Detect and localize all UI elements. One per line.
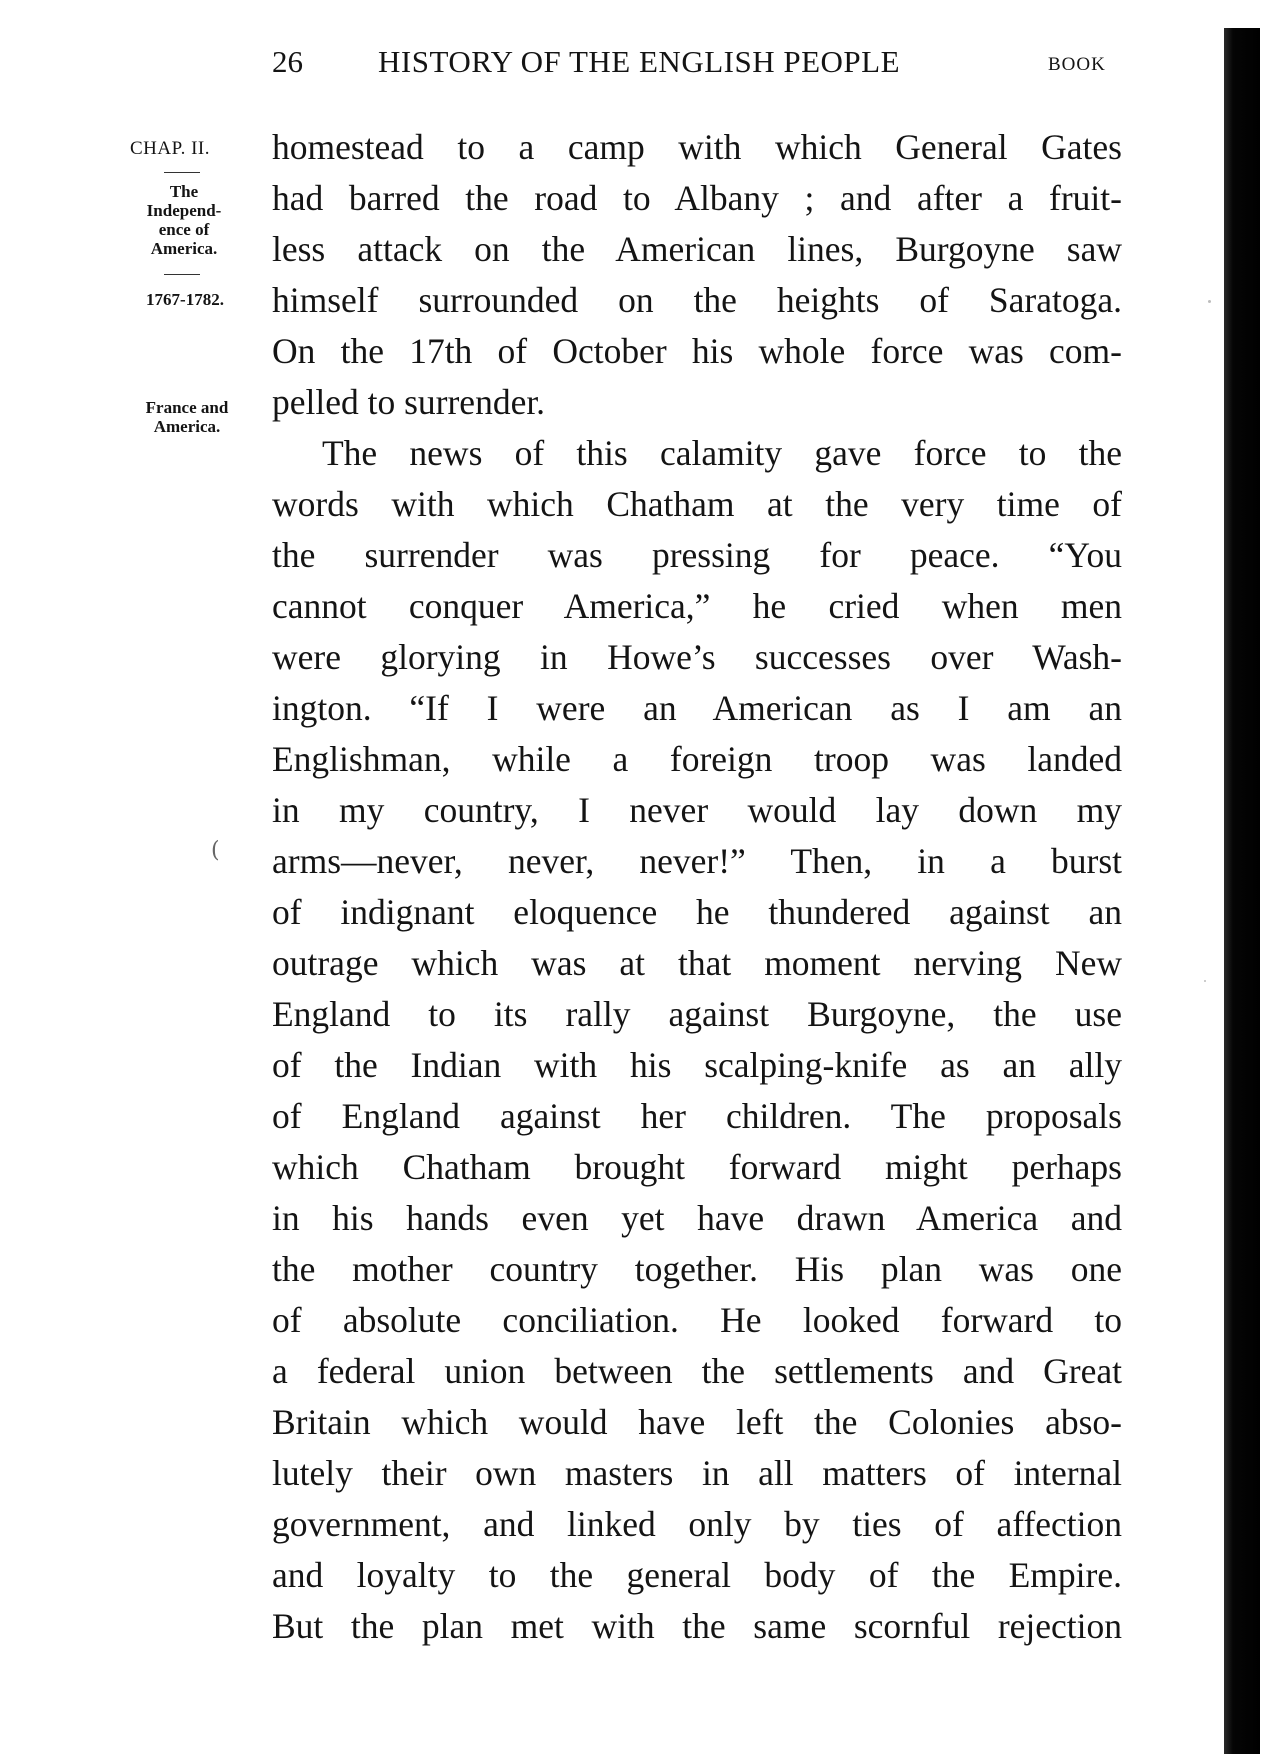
page-number: 26: [272, 44, 303, 79]
text-line: in his hands even yet have drawn America and: [272, 1198, 1122, 1238]
date-range: 1767-1782.: [146, 290, 224, 309]
text-line: and loyalty to the general body of the Empire.: [272, 1555, 1122, 1595]
body-text: [272, 122, 1122, 1652]
text-line: of absolute conciliation. He looked forward to: [272, 1300, 1122, 1340]
text-line: ington. “If I were an American as I am an: [272, 688, 1122, 728]
side-heading-line: America.: [153, 417, 221, 436]
text-line: the surrender was pressing for peace. “You: [272, 535, 1122, 575]
stray-print-mark: (: [211, 838, 220, 863]
text-line: were glorying in Howe’s successes over Wash-: [272, 637, 1122, 677]
text-line: outrage which was at that moment nerving New: [272, 943, 1122, 983]
text-line: of indignant eloquence he thundered against an: [272, 892, 1122, 932]
text-line: less attack on the American lines, Burgoyne saw: [272, 229, 1122, 269]
scan-speck: [1208, 300, 1211, 303]
scan-edge-shadow: [1224, 28, 1260, 1754]
section-title-line: America.: [150, 239, 218, 258]
running-title: HISTORY OF THE ENGLISH PEOPLE: [378, 44, 901, 79]
text-line: pelled to surrender.: [272, 382, 546, 422]
text-line: lutely their own masters in all matters of internal: [272, 1453, 1122, 1493]
text-line: England to its rally against Burgoyne, the use: [272, 994, 1122, 1034]
text-line: of the Indian with his scalping-knife as an ally: [272, 1045, 1122, 1085]
text-line: The news of this calamity gave force to the: [322, 433, 1122, 473]
text-line: of England against her children. The proposals: [272, 1096, 1122, 1136]
text-line: government, and linked only by ties of affection: [272, 1504, 1122, 1544]
text-line: which Chatham brought forward might perhaps: [272, 1147, 1122, 1187]
text-line: cannot conquer America,” he cried when men: [272, 586, 1122, 626]
text-line: Britain which would have left the Colonies abso-: [272, 1402, 1122, 1442]
section-title: [120, 182, 248, 258]
side-heading: [118, 398, 256, 436]
scan-speck: [1204, 980, 1206, 982]
section-title-line: The: [169, 182, 199, 201]
book-label: BOOK: [1048, 54, 1106, 75]
text-line: the mother country together. His plan was one: [272, 1249, 1122, 1289]
text-line: Englishman, while a foreign troop was landed: [272, 739, 1122, 779]
text-line: On the 17th of October his whole force was com-: [272, 331, 1122, 371]
section-title-line: Independ-: [146, 201, 222, 220]
text-line: homestead to a camp with which General Gates: [272, 127, 1122, 167]
text-line: himself surrounded on the heights of Saratoga.: [272, 280, 1122, 320]
text-line: a federal union between the settlements and Great: [272, 1351, 1122, 1391]
chapter-label: CHAP. II.: [130, 138, 210, 159]
note-rule: [164, 274, 200, 275]
text-line: But the plan met with the same scornful rejection: [272, 1606, 1122, 1646]
text-line: in my country, I never would lay down my: [272, 790, 1122, 830]
side-heading-line: France and: [145, 398, 229, 417]
running-header: [270, 44, 1130, 94]
section-title-line: ence of: [158, 220, 210, 239]
note-rule: [164, 172, 200, 173]
text-line: had barred the road to Albany ; and after a fruit-: [272, 178, 1122, 218]
text-line: arms—never, never, never!” Then, in a burst: [272, 841, 1122, 881]
text-line: words with which Chatham at the very time of: [272, 484, 1122, 524]
